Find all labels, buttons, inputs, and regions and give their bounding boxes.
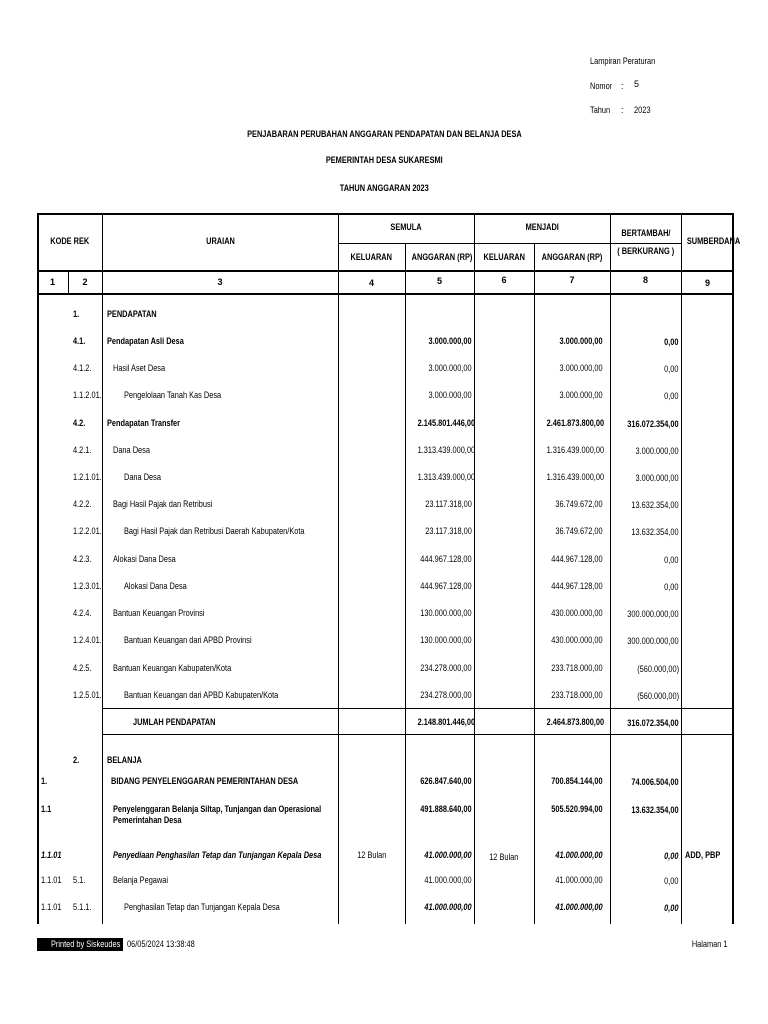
cell-uraian: Bantuan Keuangan Kabupaten/Kota — [113, 663, 232, 673]
cell-selisih: 13.632.354,00 — [631, 805, 679, 815]
cell-anggaran-semula: 3.000.000,00 — [428, 336, 472, 346]
cell-anggaran-semula: 41.000.000,00 — [424, 850, 472, 860]
cell-anggaran-semula: 23.117.318,00 — [425, 499, 472, 509]
cell-kode-2: 4.2.2. — [73, 499, 92, 509]
village-title: PEMERINTAH DESA SUKARESMI — [325, 155, 443, 165]
cell-selisih: 13.632.354,00 — [631, 527, 679, 537]
cell-anggaran-semula: 444.967.128,00 — [420, 581, 472, 591]
cell-anggaran-menjadi: 2.464.873.800,00 — [546, 717, 605, 727]
cell-selisih: 0,00 — [664, 391, 679, 401]
cell-uraian: Alokasi Dana Desa — [124, 581, 187, 591]
year-label: Tahun — [590, 105, 611, 115]
cell-kode-2: 5.1.1. — [73, 902, 92, 912]
cell-uraian: Dana Desa — [113, 445, 150, 455]
cell-kode-2: 5.1. — [73, 875, 86, 885]
cell-uraian: Belanja Pegawai — [113, 875, 168, 885]
cell-anggaran-semula: 3.000.000,00 — [428, 363, 472, 373]
header-bertambah: BERTAMBAH/ — [620, 228, 671, 238]
cell-uraian: Bantuan Keuangan Provinsi — [113, 608, 205, 618]
cell-anggaran-menjadi: 430.000.000,00 — [551, 635, 603, 645]
cell-anggaran-menjadi: 233.718.000,00 — [551, 690, 603, 700]
cell-kode-2: 4.2.5. — [73, 663, 92, 673]
cell-selisih: 74.006.504,00 — [631, 777, 679, 787]
cell-uraian: Bantuan Keuangan dari APBD Kabupaten/Kota — [124, 690, 279, 700]
header-semula: SEMULA — [390, 222, 422, 232]
budget-table — [37, 213, 741, 924]
cell-anggaran-semula: 2.145.801.446,00 — [417, 418, 476, 428]
cell-uraian: Pendapatan Asli Desa — [107, 336, 184, 346]
cell-anggaran-menjadi: 41.000.000,00 — [555, 875, 603, 885]
table-right-border — [732, 213, 734, 924]
cell-anggaran-semula: 130.000.000,00 — [420, 635, 472, 645]
cell-anggaran-menjadi: 41.000.000,00 — [555, 902, 603, 912]
colnum-4: 4 — [368, 278, 374, 288]
number-value: 5 — [634, 79, 640, 89]
cell-anggaran-semula: 3.000.000,00 — [428, 390, 472, 400]
cell-uraian: Pendapatan Transfer — [107, 418, 181, 428]
fiscal-year-title: TAHUN ANGGARAN 2023 — [339, 183, 429, 193]
cell-uraian: JUMLAH PENDAPATAN — [133, 717, 216, 727]
colnum-1: 1 — [49, 277, 55, 287]
cell-kode-2: 2. — [73, 755, 80, 765]
cell-selisih: 0,00 — [664, 582, 679, 592]
cell-selisih: (560.000,00) — [637, 664, 679, 674]
cell-selisih: (560.000,00) — [637, 691, 679, 701]
cell-anggaran-semula: 1.313.439.000,00 — [417, 445, 476, 455]
number-label: Nomor — [590, 81, 613, 91]
cell-kode-2: 4.2.1. — [73, 445, 92, 455]
cell-anggaran-menjadi: 1.316.439.000,00 — [546, 472, 605, 482]
doc-title: PENJABARAN PERUBAHAN ANGGARAN PENDAPATAN DAN BELANJA DESA — [246, 129, 522, 139]
colnum-9: 9 — [704, 278, 710, 288]
colnum-bottom-border — [37, 293, 734, 295]
col-line-3 — [102, 270, 103, 924]
cell-kode-2: 1.2.5.01. — [73, 690, 102, 700]
cell-anggaran-menjadi: 2.461.873.800,00 — [546, 418, 605, 428]
year-value: 2023 — [634, 105, 651, 115]
colnum-5: 5 — [436, 276, 442, 286]
colnum-6: 6 — [501, 275, 507, 285]
cell-anggaran-menjadi: 444.967.128,00 — [551, 554, 603, 564]
cell-selisih: 0,00 — [664, 903, 679, 913]
cell-kode-2: 1.1.2.01. — [73, 390, 102, 400]
header-uraian: URAIAN — [205, 236, 235, 246]
cell-selisih: 0,00 — [664, 337, 679, 347]
cell-uraian-line2: Pemerintahan Desa — [113, 815, 182, 825]
header-menjadi: MENJADI — [525, 222, 559, 232]
table-top-border — [37, 213, 734, 215]
cell-uraian: Pengelolaan Tanah Kas Desa — [124, 390, 222, 400]
cell-uraian: Bagi Hasil Pajak dan Retribusi — [113, 499, 213, 509]
cell-kode-2: 1.2.4.01. — [73, 635, 102, 645]
cell-anggaran-semula: 1.313.439.000,00 — [417, 472, 476, 482]
cell-kode-2: 4.2.4. — [73, 608, 92, 618]
cell-anggaran-semula: 130.000.000,00 — [420, 608, 472, 618]
cell-uraian: PENDAPATAN — [107, 309, 157, 319]
cell-keluaran-semula: 12 Bulan — [356, 850, 387, 860]
cell-anggaran-menjadi: 3.000.000,00 — [559, 363, 603, 373]
header-kode-rek: KODE REK — [50, 236, 89, 246]
cell-anggaran-menjadi: 3.000.000,00 — [559, 336, 603, 346]
cell-kode-2: 4.2.3. — [73, 554, 92, 564]
cell-anggaran-menjadi: 233.718.000,00 — [551, 663, 603, 673]
year-colon: : — [621, 105, 624, 115]
cell-anggaran-semula: 444.967.128,00 — [420, 554, 472, 564]
cell-uraian: BIDANG PENYELENGGARAN PEMERINTAHAN DESA — [111, 776, 299, 786]
col-line-4 — [338, 213, 339, 924]
cell-selisih: 316.072.354,00 — [627, 419, 679, 429]
cell-anggaran-semula: 234.278.000,00 — [420, 663, 472, 673]
header-sumberdana: SUMBERDANA — [686, 236, 741, 246]
cell-anggaran-semula: 23.117.318,00 — [425, 526, 472, 536]
cell-kode-2: 1. — [73, 309, 80, 319]
cell-uraian: Penyelenggaran Belanja Siltap, Tunjangan dan Operasional — [113, 804, 322, 814]
cell-selisih: 300.000.000,00 — [627, 609, 679, 619]
total-row-top — [102, 708, 732, 709]
col-line-6 — [474, 213, 475, 924]
cell-uraian: Penyediaan Penghasilan Tetap dan Tunjangan Kepala Desa — [113, 850, 322, 860]
cell-anggaran-menjadi: 41.000.000,00 — [555, 850, 603, 860]
cell-uraian: Penghasilan Tetap dan Tunjangan Kepala Desa — [124, 902, 280, 912]
cell-anggaran-menjadi: 36.749.672,00 — [555, 526, 603, 536]
cell-selisih: 3.000.000,00 — [635, 446, 679, 456]
cell-anggaran-menjadi: 505.520.994,00 — [551, 804, 603, 814]
cell-anggaran-semula: 2.148.801.446,00 — [417, 717, 476, 727]
col-line-8 — [610, 213, 611, 924]
colnum-7: 7 — [569, 275, 575, 285]
cell-selisih: 0,00 — [664, 876, 679, 886]
attachment-label: Lampiran Peraturan — [590, 56, 656, 66]
cell-kode-1: 1.1.01 — [41, 850, 62, 860]
cell-kode-2: 1.2.1.01. — [73, 472, 102, 482]
cell-anggaran-menjadi: 444.967.128,00 — [551, 581, 603, 591]
cell-uraian: Dana Desa — [124, 472, 161, 482]
cell-anggaran-menjadi: 430.000.000,00 — [551, 608, 603, 618]
header-keluaran-menjadi: KELUARAN — [483, 252, 525, 262]
cell-selisih: 0,00 — [664, 364, 679, 374]
cell-kode-2: 1.2.2.01. — [73, 526, 102, 536]
cell-selisih: 0,00 — [664, 851, 679, 861]
colnum-8: 8 — [642, 275, 648, 285]
header-bottom-border — [37, 270, 734, 272]
cell-selisih: 13.632.354,00 — [631, 500, 679, 510]
cell-selisih: 316.072.354,00 — [627, 718, 679, 728]
cell-uraian: Bantuan Keuangan dari APBD Provinsi — [124, 635, 252, 645]
cell-sumberdana: ADD, PBP — [685, 850, 721, 860]
header-anggaran-semula: ANGGARAN (RP) — [411, 252, 473, 262]
cell-kode-1: 1. — [41, 776, 48, 786]
cell-uraian: Hasil Aset Desa — [113, 363, 166, 373]
header-keluaran-semula: KELUARAN — [350, 252, 393, 262]
cell-uraian: Alokasi Dana Desa — [113, 554, 176, 564]
page-number: Halaman 1 — [692, 939, 728, 949]
cell-selisih: 3.000.000,00 — [635, 473, 679, 483]
printed-timestamp: 06/05/2024 13:38:48 — [127, 939, 195, 949]
printed-by-badge: Printed by Siskeudes — [37, 938, 123, 951]
cell-kode-1: 1.1.01 — [41, 902, 62, 912]
cell-kode-2: 1.2.3.01. — [73, 581, 102, 591]
page-footer — [37, 938, 734, 952]
header-berkurang: ( BERKURANG ) — [617, 246, 674, 256]
cell-kode-2: 4.2. — [73, 418, 86, 428]
colnum-3: 3 — [217, 277, 223, 287]
table-left-border — [37, 213, 39, 924]
cell-kode-2: 4.1.2. — [73, 363, 92, 373]
cell-kode-1: 1.1 — [41, 804, 52, 814]
cell-keluaran-menjadi: 12 Bulan — [489, 852, 519, 862]
cell-uraian: BELANJA — [107, 755, 142, 765]
total-row-bottom — [102, 734, 732, 735]
cell-kode-1: 1.1.01 — [41, 875, 62, 885]
cell-selisih: 300.000.000,00 — [627, 636, 679, 646]
cell-uraian: Bagi Hasil Pajak dan Retribusi Daerah Kabupaten/Kota — [124, 526, 305, 536]
number-colon: : — [621, 81, 624, 91]
cell-selisih: 0,00 — [664, 555, 679, 565]
cell-anggaran-menjadi: 36.749.672,00 — [555, 499, 603, 509]
cell-anggaran-semula: 41.000.000,00 — [424, 902, 472, 912]
cell-anggaran-semula: 491.888.640,00 — [420, 804, 472, 814]
header-anggaran-menjadi: ANGGARAN (RP) — [541, 252, 603, 262]
cell-anggaran-semula: 626.847.640,00 — [420, 776, 472, 786]
cell-anggaran-semula: 41.000.000,00 — [424, 875, 472, 885]
cell-anggaran-semula: 234.278.000,00 — [420, 690, 472, 700]
colnum-2: 2 — [82, 277, 88, 287]
cell-anggaran-menjadi: 700.854.144,00 — [551, 776, 603, 786]
cell-anggaran-menjadi: 3.000.000,00 — [559, 390, 603, 400]
cell-kode-2: 4.1. — [73, 336, 86, 346]
header-subdivider — [338, 243, 681, 244]
col-line-9 — [681, 213, 682, 924]
cell-anggaran-menjadi: 1.316.439.000,00 — [546, 445, 605, 455]
